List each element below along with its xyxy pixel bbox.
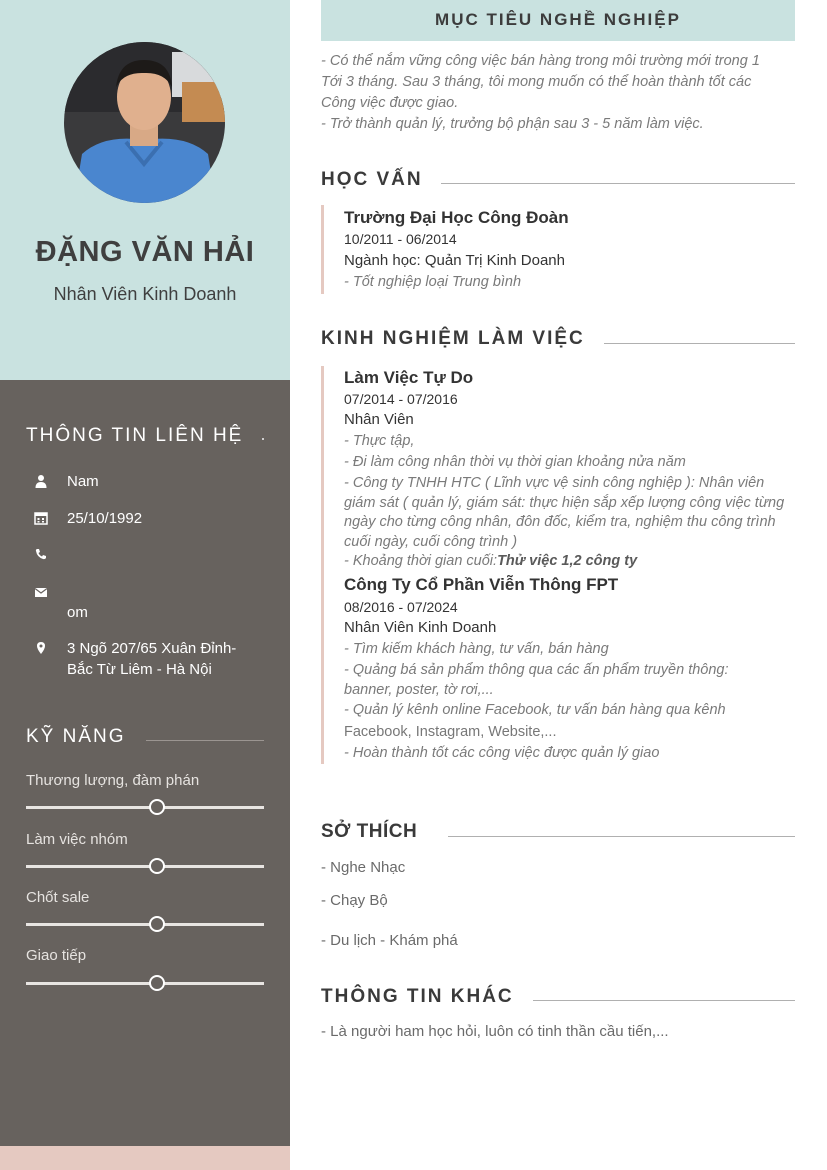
education-heading: HỌC VẤN — [321, 169, 423, 190]
hobby-item: - Chạy Bộ — [321, 892, 388, 909]
sidebar-footer — [0, 1146, 290, 1170]
job-detail: - Tìm kiếm khách hàng, tư vấn, bán hàng — [344, 641, 609, 657]
job-role: Nhân Viên — [344, 411, 414, 428]
skill-level-knob — [149, 799, 165, 815]
address-line-2: Bắc Từ Liêm - Hà Nội — [67, 661, 212, 678]
skill-level-knob — [149, 858, 165, 874]
education-school: Trường Đại Học Công Đoàn — [344, 208, 569, 227]
experience-heading: KINH NGHIỆM LÀM VIỆC — [321, 328, 585, 349]
objective-line: Tới 3 tháng. Sau 3 tháng, tôi mong muốn có thể hoàn thành tốt các — [321, 74, 752, 90]
address-line-1: 3 Ngõ 207/65 Xuân Đỉnh- — [67, 640, 237, 657]
job-org: Làm Việc Tự Do — [344, 368, 474, 387]
skill-label: Làm việc nhóm — [26, 831, 128, 848]
job-dates: 07/2014 - 07/2016 — [344, 391, 458, 407]
job-detail: - Công ty TNHH HTC ( Lĩnh vực vệ sinh công nghiệp ): Nhân viên giám sát ( quản lý, giám sát: thực hiện sắp xếp lượng công việc từng ngày cho từng công nhân, đôn đốc, kiểm tra, nghiệm thu công trình cuối ngày, cuối công trình ) — [344, 475, 785, 550]
education-major: Ngành học: Quản Trị Kinh Doanh — [344, 252, 565, 269]
other-heading-rule — [533, 1000, 795, 1001]
skill-level-knob — [149, 916, 165, 932]
location-icon — [34, 641, 48, 655]
hobby-item: - Nghe Nhạc — [321, 859, 406, 876]
experience-accent-bar — [321, 366, 324, 764]
job-detail: - Quản lý kênh online Facebook, tư vấn bán hàng qua kênh — [344, 702, 726, 718]
job-dates: 08/2016 - 07/2024 — [344, 599, 458, 615]
candidate-name: ĐẶNG VĂN HẢI — [35, 236, 255, 268]
calendar-icon — [34, 511, 48, 525]
other-heading: THÔNG TIN KHÁC — [321, 986, 514, 1007]
avatar — [64, 42, 225, 203]
education-dates: 10/2011 - 06/2014 — [344, 231, 457, 247]
job-detail: - Thực tập, — [344, 433, 415, 449]
skill-bar — [26, 806, 264, 809]
user-icon — [34, 474, 48, 488]
skill-label: Chốt sale — [26, 889, 90, 906]
experience-heading-rule — [604, 343, 795, 344]
other-text: - Là người ham học hỏi, luôn có tinh thần cầu tiến,... — [321, 1023, 669, 1040]
job-detail-emphasis: Thử việc 1,2 công ty — [497, 553, 638, 569]
job-role: Nhân Viên Kinh Doanh — [344, 619, 497, 636]
skill-bar — [26, 865, 264, 868]
phone-icon — [34, 547, 48, 561]
job-org: Công Ty Cổ Phần Viễn Thông FPT — [344, 575, 619, 594]
job-detail: - Đi làm công nhân thời vụ thời gian khoảng nửa năm — [344, 454, 686, 470]
objective-line: - Trở thành quản lý, trưởng bộ phận sau 3 - 5 năm làm việc. — [321, 116, 704, 132]
job-detail-prefix: - Khoảng thời gian cuối: — [344, 553, 498, 569]
job-detail: - Quảng bá sản phẩm thông qua các ấn phẩm truyền thông: banner, poster, tờ rơi,... — [344, 662, 729, 698]
contact-heading: THÔNG TIN LIÊN HỆ — [26, 425, 244, 446]
candidate-title: Nhân Viên Kinh Doanh — [53, 284, 237, 304]
sidebar-body — [0, 380, 290, 1146]
contact-address — [67, 638, 236, 680]
education-accent-bar — [321, 205, 324, 294]
contact-email: om — [67, 604, 88, 621]
objective-line: - Có thể nắm vững công việc bán hàng trong môi trường mới trong 1 — [321, 53, 760, 69]
hobbies-heading: SỞ THÍCH — [321, 821, 418, 842]
objective-heading: MỤC TIÊU NGHỀ NGHIỆP — [435, 10, 681, 29]
contact-gender: Nam — [67, 473, 99, 490]
education-heading-rule — [441, 183, 795, 184]
education-note: - Tốt nghiệp loại Trung bình — [344, 274, 522, 290]
skill-bar — [26, 923, 264, 926]
skills-heading: KỸ NĂNG — [26, 726, 126, 747]
job-detail: - Hoàn thành tốt các công việc được quản lý giao — [344, 745, 660, 761]
skill-level-knob — [149, 975, 165, 991]
skill-label: Thương lượng, đàm phán — [26, 772, 200, 789]
job-detail: Facebook, Instagram, Website,... — [344, 724, 557, 740]
contact-heading-dot — [262, 438, 264, 440]
email-icon — [34, 585, 48, 599]
objective-line: Công việc được giao. — [321, 95, 459, 111]
hobbies-heading-rule — [448, 836, 795, 837]
skill-label: Giao tiếp — [26, 947, 87, 964]
hobby-item: - Du lịch - Khám phá — [321, 932, 458, 949]
job-detail — [344, 552, 794, 572]
skill-bar — [26, 982, 264, 985]
skills-heading-rule — [146, 740, 264, 741]
contact-birthday: 25/10/1992 — [67, 510, 143, 527]
